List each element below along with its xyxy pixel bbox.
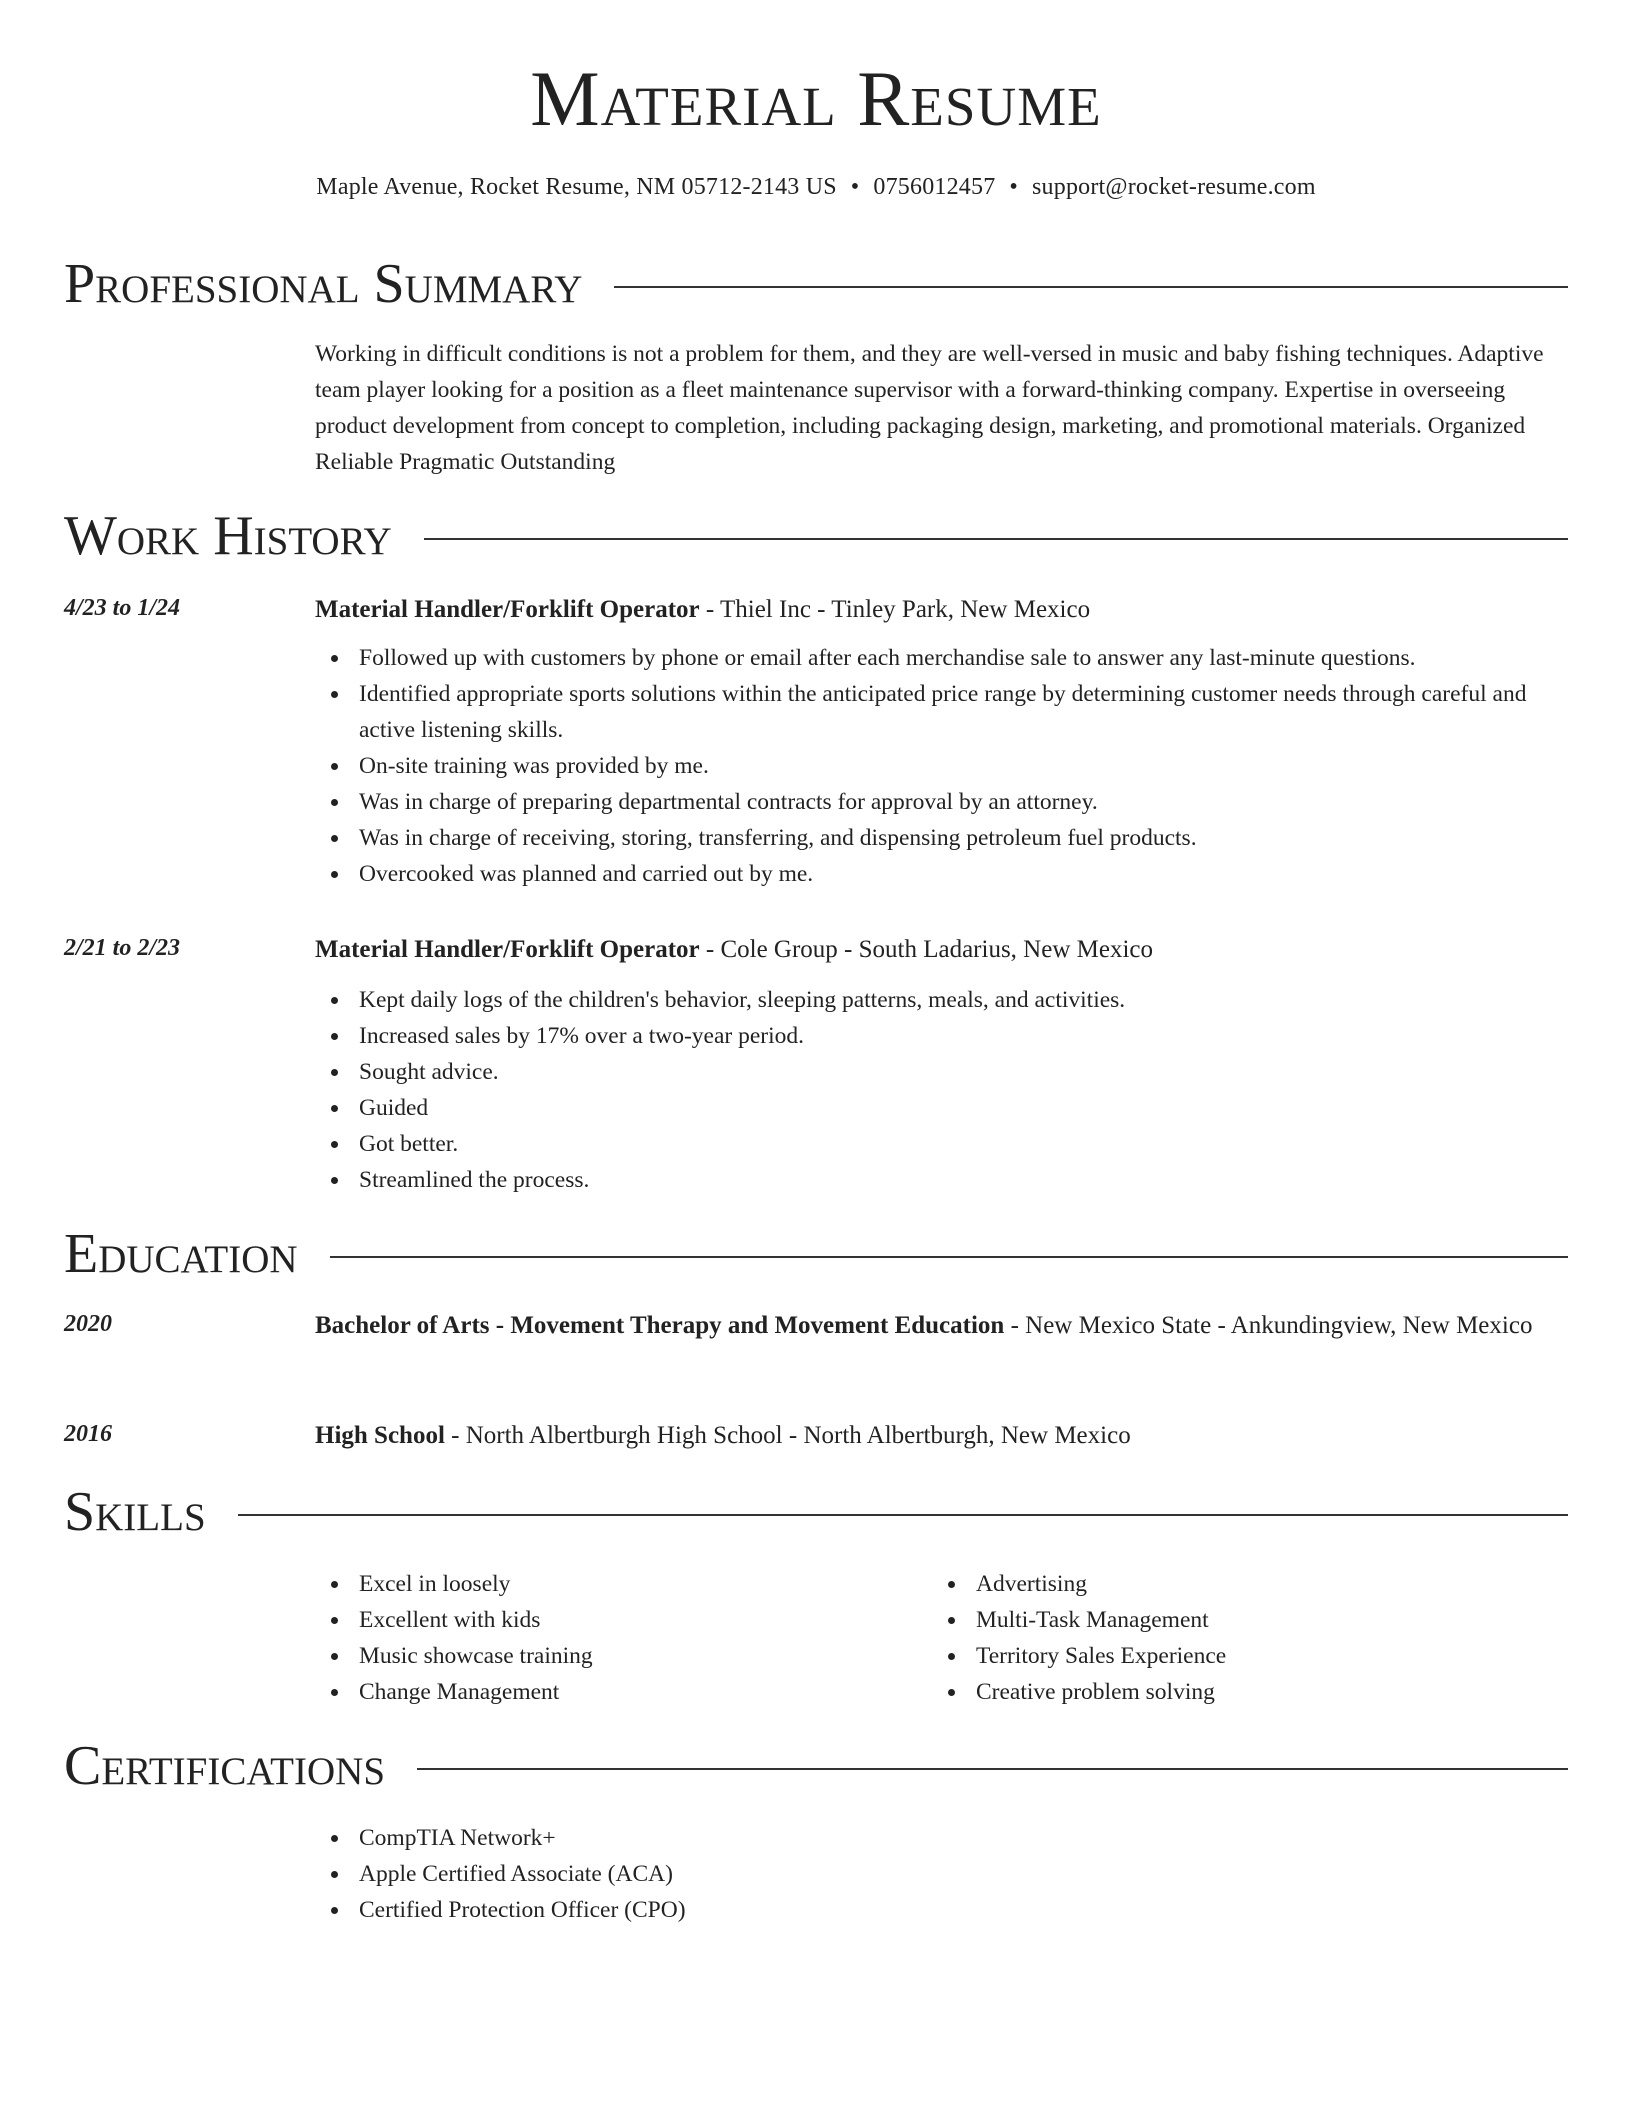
education-year: 2020 (64, 1311, 112, 1337)
job-title: Material Handler/Forklift Operator (315, 936, 700, 963)
list-item: Kept daily logs of the children's behavior, sleeping patterns, meals, and activities. (315, 982, 1568, 1018)
section-certifications-header (64, 1735, 1568, 1797)
list-item: Followed up with customers by phone or email after each merchandise sale to answer any last-minute questions. (315, 640, 1568, 676)
certifications-content (315, 1820, 1568, 1928)
education-details: - North Albertburgh High School - North Albertburgh, New Mexico (444, 1422, 1131, 1449)
job-details: - Cole Group - South Ladarius, New Mexico (699, 936, 1154, 963)
job-heading (315, 930, 1568, 970)
section-divider (424, 538, 1568, 540)
list-item: Was in charge of receiving, storing, transferring, and dispensing petroleum fuel products. (315, 820, 1568, 856)
list-item: Creative problem solving (932, 1674, 1549, 1710)
list-item: Excellent with kids (315, 1602, 932, 1638)
job-dates: 4/23 to 1/24 (64, 595, 181, 621)
section-skills-header (64, 1481, 1568, 1543)
list-item: Change Management (315, 1674, 932, 1710)
education-details: - New Mexico State - Ankundingview, New Mexico (1004, 1312, 1533, 1339)
list-item: Advertising (932, 1566, 1549, 1602)
skills-block (64, 1566, 1568, 1710)
candidate-name: Material Resume (530, 55, 1102, 142)
skills-list-right (932, 1566, 1549, 1710)
section-work-header (64, 505, 1568, 567)
list-item: Multi-Task Management (932, 1602, 1549, 1638)
job-row (64, 590, 1568, 892)
list-item: Identified appropriate sports solutions within the anticipated price range by determining customer needs through careful and active listening skills. (315, 676, 1568, 748)
section-divider (614, 286, 1568, 288)
job-entry (64, 930, 1568, 1198)
list-item: Guided (315, 1090, 1568, 1126)
list-item: Streamlined the process. (315, 1162, 1568, 1198)
education-entry (64, 1416, 1568, 1456)
section-divider (330, 1256, 1568, 1258)
section-title: Certifications (64, 1735, 386, 1797)
list-item: CompTIA Network+ (315, 1820, 1568, 1856)
job-heading (315, 590, 1568, 630)
education-heading (315, 1416, 1568, 1456)
contact-phone: 0756012457 (873, 174, 996, 200)
section-title: Work History (64, 505, 392, 567)
job-entry (64, 590, 1568, 892)
skills-grid (315, 1566, 1568, 1710)
education-heading (315, 1306, 1568, 1346)
job-details: - Thiel Inc - Tinley Park, New Mexico (699, 596, 1091, 623)
list-item: Sought advice. (315, 1054, 1568, 1090)
list-item: Music showcase training (315, 1638, 932, 1674)
list-item: Certified Protection Officer (CPO) (315, 1892, 1568, 1928)
job-dates: 2/21 to 2/23 (64, 935, 181, 961)
section-summary-header (64, 253, 1568, 315)
contact-address: Maple Avenue, Rocket Resume, NM 05712-2143 US (316, 174, 837, 200)
education-entry (64, 1306, 1568, 1346)
contact-email: support@rocket-resume.com (1032, 174, 1316, 200)
contact-separator: • (850, 174, 860, 200)
job-bullets (315, 982, 1568, 1198)
skills-list-left (315, 1566, 932, 1710)
section-title: Skills (64, 1481, 206, 1543)
education-row (64, 1306, 1568, 1346)
list-item: Got better. (315, 1126, 1568, 1162)
section-education-header (64, 1223, 1568, 1285)
section-title: Education (64, 1223, 298, 1285)
list-item: Was in charge of preparing departmental contracts for approval by an attorney. (315, 784, 1568, 820)
contact-line (0, 174, 1632, 201)
education-degree: Bachelor of Arts - Movement Therapy and Movement Education (315, 1312, 1005, 1339)
list-item: Excel in loosely (315, 1566, 932, 1602)
section-title: Professional Summary (64, 253, 583, 315)
section-divider (238, 1514, 1568, 1516)
summary-text: Working in difficult conditions is not a problem for them, and they are well-versed in music and baby fishing techniques. Adaptive team player looking for a position as a fleet maintenance supervisor with a forward-thinking company. Expertise in overseeing product development from concept to completion, including packaging design, marketing, and promotional materials. Organized Reliable Pragmatic Outstanding (315, 341, 1544, 475)
contact-separator: • (1009, 174, 1019, 200)
job-row (64, 930, 1568, 1198)
list-item: Territory Sales Experience (932, 1638, 1549, 1674)
summary-block (64, 336, 1568, 480)
list-item: Apple Certified Associate (ACA) (315, 1856, 1568, 1892)
job-bullets (315, 640, 1568, 892)
list-item: Increased sales by 17% over a two-year period. (315, 1018, 1568, 1054)
education-row (64, 1416, 1568, 1456)
education-year: 2016 (64, 1421, 112, 1447)
certifications-list (315, 1820, 1568, 1928)
job-title: Material Handler/Forklift Operator (315, 596, 700, 623)
section-divider (417, 1768, 1568, 1770)
list-item: On-site training was provided by me. (315, 748, 1568, 784)
list-item: Overcooked was planned and carried out by me. (315, 856, 1568, 892)
certifications-block (64, 1820, 1568, 1928)
education-degree: High School (315, 1422, 445, 1449)
